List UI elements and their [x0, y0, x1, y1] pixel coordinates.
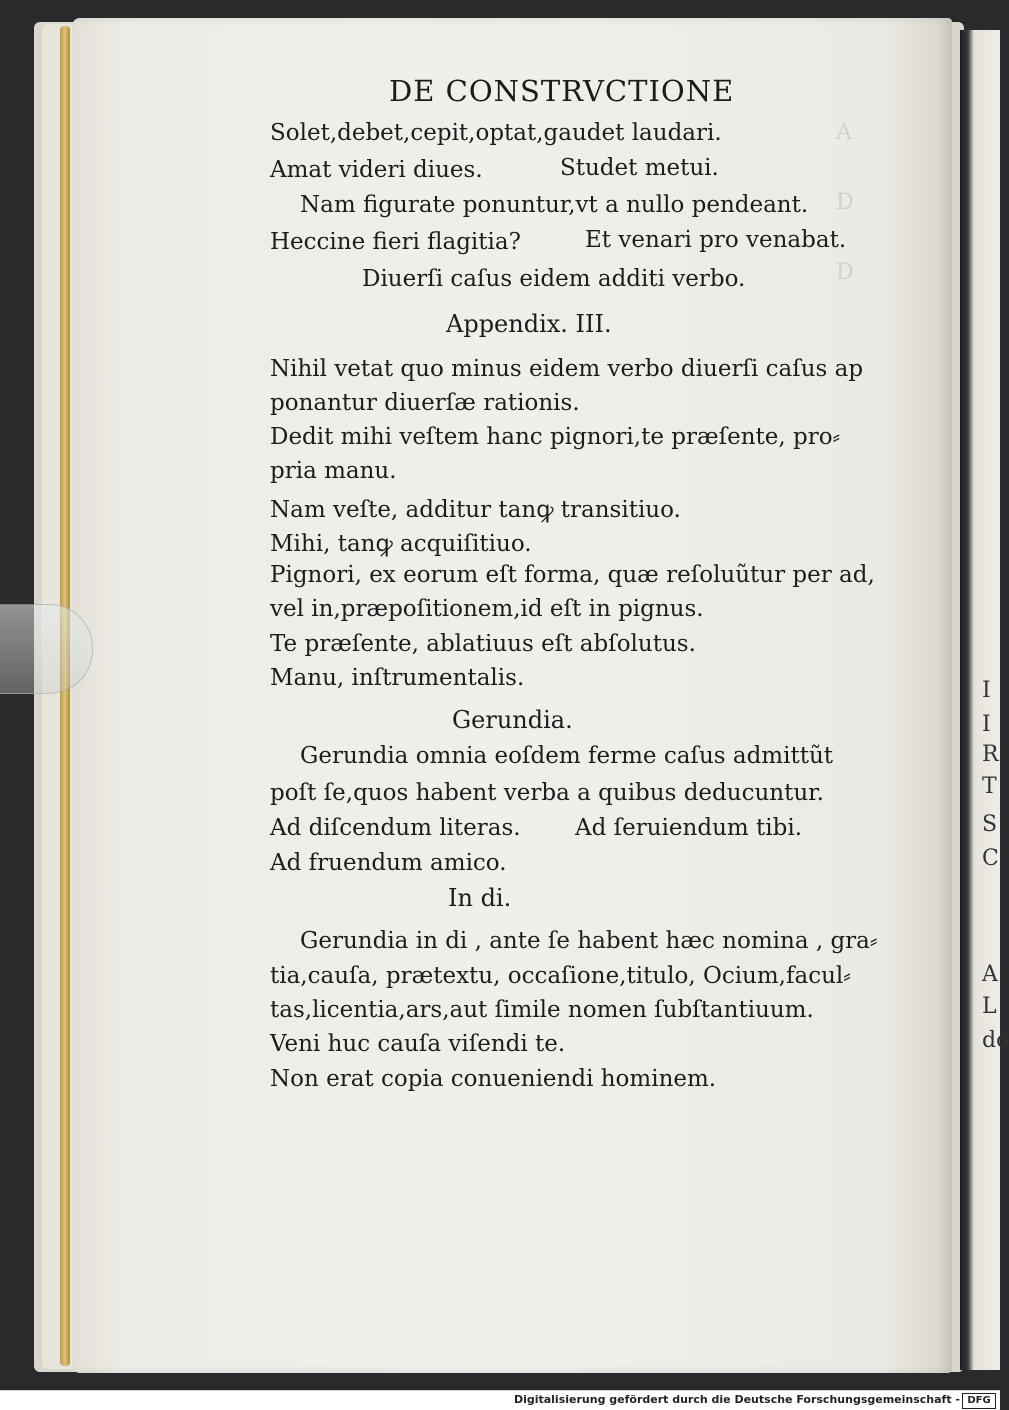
text-line: Diuerſi caſus eidem additi verbo. — [362, 266, 746, 292]
funding-credit: Digitalisierung gefördert durch die Deutsche Forschungsgemeinschaft - — [513, 1393, 960, 1406]
text-line: Heccine fieri flagitia? — [270, 229, 521, 255]
next-page-letter: do — [982, 1028, 1009, 1053]
next-page-letter: C — [982, 846, 999, 871]
next-page-letter: L — [982, 994, 997, 1019]
dfg-logo: DFG — [962, 1393, 996, 1409]
text-line: tia,cauſa, prætextu, occaſione,titulo, Ocium,facul⸗ — [270, 963, 851, 989]
next-page-letter: T — [982, 774, 997, 799]
text-line: Nam figurate ponuntur,vt a nullo pendeant. — [300, 192, 809, 218]
next-page-edge — [960, 30, 1009, 1370]
text-line: pria manu. — [270, 458, 397, 484]
section-heading: Gerundia. — [452, 706, 573, 734]
text-line: Dedit mihi veſtem hanc pignori,te præſente, pro⸗ — [270, 424, 841, 450]
text-line: ponantur diuerſæ rationis. — [270, 390, 580, 416]
bleed-through: A — [836, 120, 852, 145]
text-line: Studet metui. — [560, 155, 719, 181]
text-line: vel in,præpoſitionem,id eſt in pignus. — [270, 596, 704, 622]
plastic-page-clip — [0, 604, 93, 694]
next-page-letter: I — [982, 712, 991, 737]
section-heading: In di. — [448, 884, 512, 912]
text-line: Pignori, ex eorum eſt forma, quæ reſoluũtur per ad, — [270, 562, 875, 588]
text-line: Solet,debet,cepit,optat,gaudet laudari. — [270, 120, 722, 146]
text-line: Ad ſeruiendum tibi. — [575, 815, 803, 841]
text-line: Nam veſte, additur tanꝙ transitiuo. — [270, 497, 681, 523]
text-line: Te præſente, ablatiuus eſt abſolutus. — [270, 631, 696, 657]
book-page — [72, 18, 952, 1373]
text-line: poſt ſe,quos habent verba a quibus deducuntur. — [270, 780, 824, 806]
next-page-letter: R — [982, 742, 999, 767]
text-line: Ad diſcendum literas. — [270, 815, 521, 841]
text-line: Amat videri diues. — [270, 157, 483, 183]
next-page-letter: I — [982, 678, 991, 703]
section-heading: Appendix. III. — [446, 310, 612, 338]
gilt-page-edge — [60, 26, 70, 1366]
text-line: Non erat copia conueniendi hominem. — [270, 1066, 717, 1092]
text-line: tas,licentia,ars,aut ſimile nomen ſubſtantiuum. — [270, 997, 814, 1023]
bleed-through: D — [836, 260, 854, 285]
text-line: Mihi, tanꝙ acquiſitiuo. — [270, 531, 532, 557]
text-line: Ad fruendum amico. — [270, 850, 507, 876]
text-line: Gerundia in di , ante ſe habent hæc nomina , gra⸗ — [300, 928, 878, 954]
bleed-through: D — [836, 190, 854, 215]
footer-bar — [0, 1390, 1000, 1410]
text-line: Nihil vetat quo minus eidem verbo diuerſi caſus ap — [270, 356, 864, 382]
page-title: DE CONSTRVCTIONE — [389, 74, 735, 108]
next-page-letter: A — [982, 962, 998, 987]
next-page-letter: S — [982, 812, 998, 837]
text-line: Et venari pro venabat. — [585, 227, 847, 253]
text-line: Manu, inſtrumentalis. — [270, 665, 525, 691]
text-line: Gerundia omnia eoſdem ferme caſus admittũt — [300, 743, 834, 769]
text-line: Veni huc cauſa viſendi te. — [270, 1031, 566, 1057]
